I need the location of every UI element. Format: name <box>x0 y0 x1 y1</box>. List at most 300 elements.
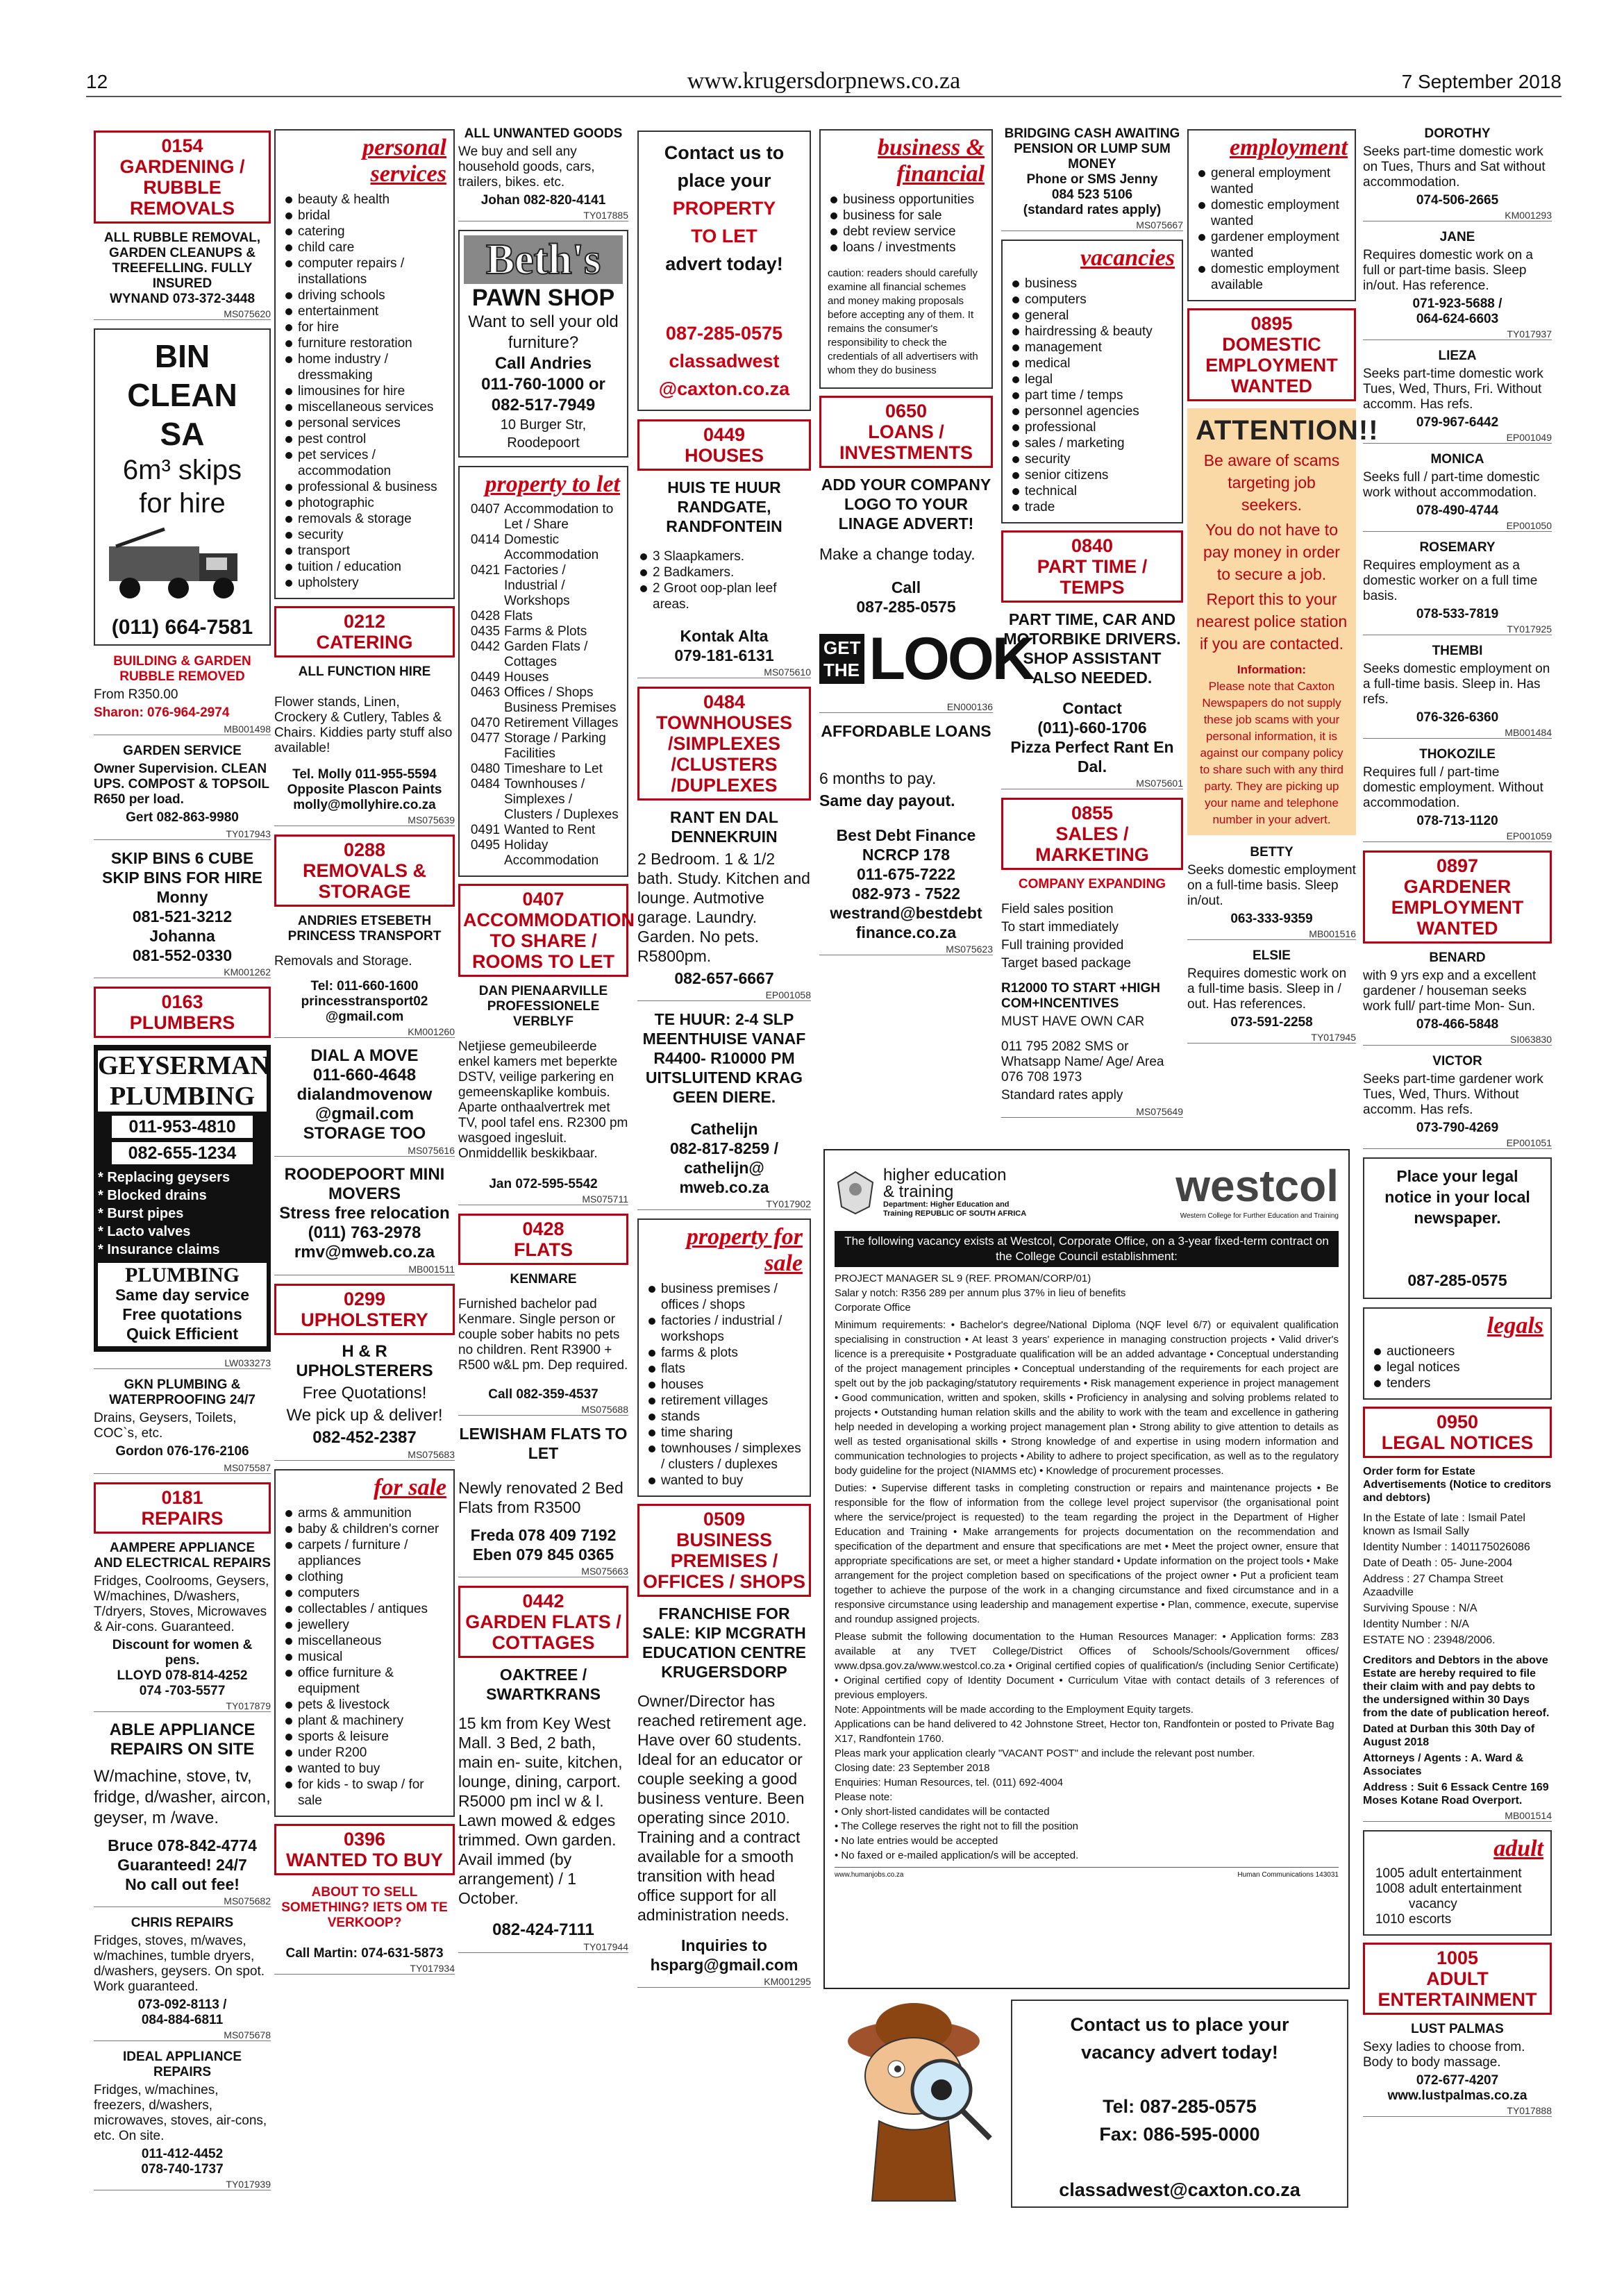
heading-loans: 0650 LOANS / INVESTMENTS <box>819 396 993 468</box>
index-item[interactable]: home industry / dressmaking <box>283 351 446 383</box>
index-item[interactable]: 0463 Offices / Shops Business Premises <box>470 685 617 715</box>
column-6 <box>1001 126 1183 1126</box>
index-item[interactable]: personal services <box>283 415 446 431</box>
index-item[interactable]: 2 Groot oop-plan leef areas. <box>637 580 811 612</box>
westcol-closing: Closing date: 23 September 2018 <box>835 1762 990 1774</box>
lust-p: 072-677-4207 <box>1416 2073 1499 2088</box>
index-item[interactable]: 0491 Wanted to Rent <box>470 823 596 837</box>
index-item[interactable]: 0470 Retirement Villages <box>470 716 619 730</box>
index-item[interactable]: 0407 Accommodation to Let / Share <box>470 502 614 532</box>
ad-ref: MS075688 <box>458 1404 628 1416</box>
dhet-logo: higher education & training Department: Higher Education and Training REPUBLIC OF SOUTH AFRICA <box>835 1167 1036 1218</box>
heading-repairs: 0181 REPAIRS <box>94 1482 271 1534</box>
index-item[interactable]: part time / temps <box>1010 387 1175 403</box>
westcol-requirements: Minimum requirements: • Bachelor's degree/National Diploma (NQF level 6/7) or equivalent qualification specialising in construction • At least 3 years' experience in managing construction projects • Valid driver's licence is a prerequisite • Postgraduate qualification will be an added advantage • Conceptual understanding of the project management principles • Conceptual understanding of the requirements for each project are spelt out by the job packaging/statutory requirements • Risk management experience in project management • Good communication, written and spoken, skills • Proficiency in analysing and solving problems related to projects • Outstanding human relation skills and the ability to work with the team and excellence in gathering help needed in developing a working project management plan • Strong ability to give attention to details as well as tested organisational skills • Strong knowledge of and expertise in using modern information and communication technologies to projects • Ability to adhere to project specification, as well as to the regulatory body guideline for the project (NIAMMS etc) • Knowledge of procurement processes. <box>835 1319 1339 1477</box>
bin-clean-ad <box>94 328 271 646</box>
wtb-call: Call Martin: 074-631-5873 <box>285 1946 444 1961</box>
cu-l4: TO LET <box>691 226 757 246</box>
aff-3: Best Debt Finance <box>836 826 976 844</box>
index-item[interactable]: professional <box>1010 419 1175 435</box>
gs-title: GARDEN SERVICE <box>123 744 242 758</box>
ce-5: R12000 TO START +HIGH COM+INCENTIVES <box>1001 981 1160 1011</box>
index-item[interactable]: 0414 Domestic Accommodation <box>470 533 599 562</box>
index-item[interactable]: 0442 Garden Flats / Cottages <box>470 639 588 669</box>
index-item[interactable]: for kids - to swap / for sale <box>283 1777 446 1809</box>
dan-title: DAN PIENAARVILLE PROFESSIONELE VERBLYF <box>478 984 608 1029</box>
skip-phone2: 081-552-0330 <box>132 946 233 964</box>
andr-e1: princesstransport02 <box>301 994 428 1009</box>
ad-ref: MS075639 <box>274 814 455 826</box>
the-title: THEMBI <box>1432 644 1483 658</box>
index-item[interactable]: entertainment <box>283 303 446 319</box>
vac-fax: Fax: 086-595-0000 <box>1099 2124 1260 2145</box>
gkn-body: Drains, Geysers, Toilets, COC`s, etc. <box>94 1411 237 1441</box>
attention-p2: You do not have to pay money in order to secure a job. <box>1203 521 1340 583</box>
index-item[interactable]: jewellery <box>283 1617 446 1633</box>
index-item[interactable]: office furniture & equipment <box>283 1665 446 1697</box>
index-item[interactable]: legal notices <box>1371 1359 1543 1375</box>
index-item[interactable]: child care <box>283 240 446 255</box>
index-item[interactable]: 0428 Flats <box>470 609 533 623</box>
chris-p2: 084-884-6811 <box>141 2013 224 2027</box>
westcol-hand: Applications can be hand delivered to 42 Johnstone Street, Hector ton, Randfontein or posted to Private Bag X17, Randfontein 1760. <box>835 1718 1334 1745</box>
heading-townhouses: 0484 TOWNHOUSES /SIMPLEXES /CLUSTERS /DUPLEXES <box>637 687 811 801</box>
section-heading: for sale <box>374 1475 446 1500</box>
ln-9: Dated at Durban this 30th Day of August 2018 <box>1363 1723 1535 1748</box>
beths-l1: Want to sell your old furniture? <box>468 312 619 352</box>
attention-info-body: Please note that Caxton Newspapers do not supply these job scams with your personal information, it is against our company policy to share such with any third party. They are picking up your name and telephone number in your advert. <box>1200 680 1343 826</box>
index-item[interactable]: townhouses / simplexes / clusters / duplexes <box>646 1441 803 1473</box>
cu-e1: classadwest <box>669 351 780 371</box>
heading-sales: 0855 SALES / MARKETING <box>1001 798 1183 870</box>
huis-k: Kontak Alta <box>680 627 769 645</box>
ad-ref: EP001051 <box>1363 1137 1552 1149</box>
lust-title: LUST PALMAS <box>1411 2022 1504 2036</box>
index-item[interactable]: computer repairs / installations <box>283 255 446 287</box>
index-item[interactable]: bridal <box>283 208 446 224</box>
index-item[interactable]: security <box>1010 451 1175 467</box>
column-4 <box>637 126 811 1996</box>
geyserman-logo: GEYSERMAN <box>98 1051 270 1080</box>
attention-scam-notice <box>1187 408 1379 835</box>
ad-ref: EP001058 <box>637 989 811 1001</box>
heading-upholstery: 0299 UPHOLSTERY <box>274 1284 455 1335</box>
andr-e2: @gmail.com <box>325 1009 404 1024</box>
cu-e2[interactable]: @caxton.co.za <box>658 378 790 399</box>
westcol-note-item: • No late entries would be accepted <box>835 1835 998 1847</box>
vac-tel: Tel: 087-285-0575 <box>1103 2096 1257 2117</box>
index-item[interactable]: 0449 Houses <box>470 670 549 685</box>
geyserman-logo2: PLUMBING <box>98 1081 267 1112</box>
beths-l4: 082-517-7949 <box>491 396 596 414</box>
index-item[interactable]: general <box>1010 308 1175 324</box>
dor-p: 074-506-2665 <box>1416 193 1499 208</box>
betty-p: 063-333-9359 <box>1230 912 1313 926</box>
heading-flats: 0428 FLATS <box>458 1214 628 1265</box>
page-number: 12 <box>86 71 108 92</box>
index-item[interactable]: miscellaneous <box>283 1633 446 1649</box>
index-item[interactable]: 2 Badkamers. <box>637 564 811 580</box>
section-heading: property to let <box>485 471 620 497</box>
index-item[interactable]: medical <box>1010 355 1175 371</box>
ad-ref: MB001498 <box>94 723 271 735</box>
elsie-body: Requires domestic work on a full-time basis. Sleep in / out. Has references. <box>1187 966 1347 1012</box>
tehuur-2: 082-817-8259 / <box>669 1139 778 1157</box>
index-item[interactable]: flats <box>646 1361 803 1377</box>
ideal-title: IDEAL APPLIANCE REPAIRS <box>122 2050 242 2079</box>
betty-title: BETTY <box>1250 845 1294 860</box>
heading-garden-flats: 0442 GARDEN FLATS / COTTAGES <box>458 1586 628 1658</box>
ce-4: Target based package <box>1001 956 1131 971</box>
beths-l5: 10 Burger Str, Roodepoort <box>500 417 587 451</box>
index-item[interactable]: senior citizens <box>1010 467 1175 483</box>
index-item[interactable]: technical <box>1010 483 1175 499</box>
skip-johanna: Johanna <box>149 927 215 945</box>
ad-ref: KM001262 <box>94 966 271 978</box>
dial-title: DIAL A MOVE <box>310 1046 419 1065</box>
beths-l2: Call Andries <box>494 354 592 373</box>
index-item[interactable]: legal <box>1010 371 1175 387</box>
skip-title: SKIP BINS 6 CUBE SKIP BINS FOR HIRE <box>102 849 262 887</box>
heading-adult: 1005 ADULT ENTERTAINMENT <box>1363 1943 1552 2015</box>
oak-p: 082-424-7111 <box>492 1920 594 1939</box>
rent-title: RANT EN DAL DENNEKRUIN <box>670 808 778 846</box>
index-item[interactable]: wanted to buy <box>646 1473 803 1489</box>
index-item[interactable]: tuition / education <box>283 559 446 575</box>
index-item[interactable]: computers <box>1010 292 1175 308</box>
vac-l1: Contact us to place your <box>1070 2014 1289 2035</box>
section-heading: business & financial <box>878 135 985 187</box>
logo-2: Call <box>891 578 921 596</box>
geyserman-item: * Replacing geysers <box>98 1170 231 1185</box>
ln-title: Order form for Estate Advertisements (Notice to creditors and debtors) <box>1363 1466 1552 1504</box>
westcol-banner: The following vacancy exists at Westcol, Corporate Office, on a 3-year fixed-term contract on the College Council establishment: <box>835 1231 1339 1267</box>
aff-4: NCRCP 178 <box>862 846 951 864</box>
index-item[interactable]: 1008 adult entertainment vacancy <box>1375 1882 1522 1911</box>
westcol-note-item: • No faxed or e-mailed application/s will be accepted. <box>835 1850 1079 1861</box>
ideal-body: Fridges, w/machines, freezers, d/washers, microwaves, stoves, air-cons, etc. On site. <box>94 2083 267 2143</box>
lust-web[interactable]: www.lustpalmas.co.za <box>1387 2088 1527 2103</box>
index-item[interactable]: for hire <box>283 319 446 335</box>
index-item[interactable]: gardener employment wanted <box>1196 229 1348 261</box>
index-item[interactable]: business opportunities <box>828 192 985 208</box>
ad-ref: MS075682 <box>94 1895 271 1907</box>
index-item[interactable]: retirement villages <box>646 1393 803 1409</box>
personal-services-list <box>283 192 446 591</box>
dor-body: Seeks part-time domestic work on Tues, Thurs and Sat without accommodation. <box>1363 144 1546 190</box>
index-item[interactable]: domestic employment wanted <box>1196 197 1348 229</box>
ad-ref: MS075610 <box>637 667 811 678</box>
andr-tel: Tel: 011-660-1600 <box>310 979 419 994</box>
ideal-p2: 078-740-1737 <box>141 2162 224 2177</box>
index-item[interactable]: beauty & health <box>283 192 446 208</box>
caution-text: caution: readers should carefully examine all financial schemes and money making proposals before accepting any of them. It remains the consumer's responsibility to check the credentials of all advertisers with whom they do business <box>828 267 978 376</box>
ros-title: ROSEMARY <box>1419 540 1496 555</box>
ad-ref: MS075663 <box>458 1566 628 1577</box>
heading-accommodation: 0407 ACCOMMODATION TO SHARE / ROOMS TO LET <box>458 884 628 977</box>
index-item[interactable]: wanted to buy <box>283 1761 446 1777</box>
elsie-p: 073-591-2258 <box>1230 1015 1313 1030</box>
index-item[interactable]: domestic employment available <box>1196 261 1348 293</box>
ben-p: 078-466-5848 <box>1416 1017 1499 1032</box>
index-item[interactable]: removals & storage <box>283 511 446 527</box>
ad-ref: MB001484 <box>1363 727 1552 739</box>
rood-title: ROODEPOORT MINI MOVERS <box>284 1165 445 1203</box>
index-item[interactable]: 0435 Farms & Plots <box>470 624 587 639</box>
index-item[interactable]: miscellaneous services <box>283 399 446 415</box>
index-item[interactable]: pest control <box>283 431 446 447</box>
heading-catering: 0212 CATERING <box>274 606 455 657</box>
contact-property-ad <box>637 131 811 411</box>
ad-ref: MS075601 <box>1001 778 1183 789</box>
jane-body: Requires domestic work on a full or part-time basis. Sleep in/out. Has reference. <box>1363 248 1533 293</box>
skip-truck-icon <box>102 526 255 609</box>
column-5 <box>819 126 1033 964</box>
index-item[interactable]: trade <box>1010 499 1175 515</box>
ben-title: BENARD <box>1429 950 1486 965</box>
ln-11: Address : Suit 6 Essack Centre 169 Moses Kotane Road Overport. <box>1363 1782 1549 1807</box>
fr-body: Owner/Director has reached retirement age. Have over 60 students. Ideal for an educator or couple seeking a good business venture. Been operating since 2010. Training and a contract available for a smooth transition with head office support for all administration needs. <box>637 1692 807 1924</box>
index-item[interactable]: business <box>1010 276 1175 292</box>
index-item[interactable]: business premises / offices / shops <box>646 1281 803 1313</box>
afh-loc: Opposite Plascon Paints <box>287 782 442 797</box>
index-item[interactable]: arms & ammunition <box>283 1505 446 1521</box>
afh-body: Flower stands, Linen, Crockery & Cutlery, Tables & Chairs. Kiddies party stuff also available! <box>274 695 453 755</box>
legals-list <box>1371 1343 1543 1391</box>
index-item[interactable]: management <box>1010 340 1175 355</box>
unw-title: ALL UNWANTED GOODS <box>464 126 623 141</box>
index-item[interactable]: factories / industrial / workshops <box>646 1313 803 1345</box>
legals-index <box>1363 1307 1552 1400</box>
ben-body: with 9 yrs exp and a excellent gardener / houseman seeks work full/ part-time Mon- Sun. <box>1363 969 1537 1014</box>
adult-list <box>1371 1866 1543 1927</box>
index-item[interactable]: auctioneers <box>1371 1343 1543 1359</box>
aam-title: AAMPERE APPLIANCE AND ELECTRICAL REPAIRS <box>94 1541 271 1570</box>
index-item[interactable]: furniture restoration <box>283 335 446 351</box>
section-heading: employment <box>1230 135 1348 160</box>
index-item[interactable]: 0421 Factories / Industrial / Workshops <box>470 563 570 608</box>
index-item[interactable]: houses <box>646 1377 803 1393</box>
index-item[interactable]: clothing <box>283 1569 446 1585</box>
tho-p: 078-713-1120 <box>1416 814 1498 828</box>
index-item[interactable]: sports & leisure <box>283 1729 446 1745</box>
issue-date: 7 September 2018 <box>1401 71 1562 92</box>
index-item[interactable]: computers <box>283 1585 446 1601</box>
cu-l5: advert today! <box>665 253 783 274</box>
ad-ref: TY017934 <box>274 1963 455 1975</box>
logo-title: ADD YOUR COMPANY LOGO TO YOUR LINAGE ADVERT! <box>821 476 991 533</box>
index-item[interactable]: 0480 Timeshare to Let <box>470 762 603 776</box>
heading-gardener: 0897 GARDENER EMPLOYMENT WANTED <box>1363 850 1552 944</box>
property-for-sale-index <box>637 1218 811 1497</box>
index-item[interactable]: stands <box>646 1409 803 1425</box>
ideal-p1: 011-412-4452 <box>141 2147 224 2161</box>
geyserman-item: * Burst pipes <box>98 1206 184 1221</box>
ad-ref: KM001293 <box>1363 210 1552 221</box>
index-item[interactable]: security <box>283 527 446 543</box>
employment-index <box>1187 129 1356 301</box>
index-item[interactable]: driving schools <box>283 287 446 303</box>
beths-logo: Beth's <box>464 235 623 284</box>
index-item[interactable]: pets & livestock <box>283 1697 446 1713</box>
attention-p3: Report this to your nearest police station if you are contacted. <box>1196 590 1348 653</box>
aff-2: Same day payout. <box>819 791 955 810</box>
elsie-title: ELSIE <box>1253 948 1291 963</box>
ken-c: Call 082-359-4537 <box>488 1387 598 1402</box>
fr-title: FRANCHISE FOR SALE: KIP MCGRATH EDUCATION CENTRE KRUGERSDORP <box>642 1604 806 1681</box>
ad-ref: TY017939 <box>94 2179 271 2190</box>
ad-ref: TY017937 <box>1363 328 1552 340</box>
afh-email[interactable]: molly@mollyhire.co.za <box>293 798 436 812</box>
andr-body: Removals and Storage. <box>274 954 412 969</box>
hr-1: Free Quotations! <box>302 1384 427 1402</box>
heading-domestic: 0895 DOMESTIC EMPLOYMENT WANTED <box>1187 308 1356 401</box>
index-item[interactable]: carpets / furniture / appliances <box>283 1537 446 1569</box>
vacancies-index <box>1001 240 1183 523</box>
index-item[interactable]: time sharing <box>646 1425 803 1441</box>
index-item[interactable]: collectables / antiques <box>283 1601 446 1617</box>
property-sale-list <box>646 1281 803 1489</box>
index-item[interactable]: business for sale <box>828 208 985 224</box>
aam-p1: LLOYD 078-814-4252 <box>117 1668 248 1683</box>
able-body: W/machine, stove, tv, fridge, d/washer, aircon, geyser, m /wave. <box>94 1767 271 1827</box>
ad-ref: TY017879 <box>94 1700 271 1712</box>
vac-l2: vacancy advert today! <box>1081 2042 1278 2063</box>
rent-body: 2 Bedroom. 1 & 1/2 bath. Study. Kitchen and lounge. Autmotive garage. Laundry. Garden. No pets. R5800pm. <box>637 850 810 965</box>
ce-1: Field sales position <box>1001 902 1114 916</box>
index-item[interactable]: 0477 Storage / Parking Facilities <box>470 731 606 761</box>
lie-body: Seeks part-time domestic work Tues, Wed, Thurs, Fri. Without accomm. Has refs. <box>1363 367 1543 412</box>
westcol-position: PROJECT MANAGER SL 9 (REF. PROMAN/CORP/01) <box>835 1273 1091 1284</box>
heading-removals: 0288 REMOVALS & STORAGE <box>274 835 455 907</box>
index-item[interactable]: under R200 <box>283 1745 446 1761</box>
tehuur-1: Cathelijn <box>690 1120 758 1138</box>
ln-2: Identity Number : 1401175026086 <box>1363 1541 1530 1553</box>
ln-4: Address : 27 Champa Street Azaadville <box>1363 1573 1503 1598</box>
index-item[interactable]: farms & plots <box>646 1345 803 1361</box>
index-item[interactable]: sales / marketing <box>1010 435 1175 451</box>
able-title: ABLE APPLIANCE REPAIRS ON SITE <box>109 1720 256 1759</box>
bridging-2: 084 523 5106 <box>1051 187 1133 202</box>
index-item[interactable]: 0484 Townhouses / Simplexes / Clusters / Duplexes <box>470 777 619 822</box>
index-item[interactable]: photographic <box>283 495 446 511</box>
fr-i: Inquiries to <box>681 1936 767 1954</box>
column-7 <box>1187 126 1379 1052</box>
rood-1: Stress free relocation <box>279 1204 450 1223</box>
ros-body: Requires employment as a domestic worker on a full time basis. <box>1363 558 1538 603</box>
aff-8: finance.co.za <box>855 923 957 941</box>
aff-7: westrand@bestdebt <box>830 904 982 922</box>
geyserman-item: * Lacto valves <box>98 1224 191 1239</box>
vac-email[interactable]: classadwest@caxton.co.za <box>1059 2179 1300 2200</box>
fr-e[interactable]: hsparg@gmail.com <box>650 1956 798 1974</box>
chris-title: CHRIS REPAIRS <box>131 1916 234 1930</box>
huis-title: HUIS TE HUUR RANDGATE, RANDFONTEIN <box>666 478 782 535</box>
index-item[interactable]: musical <box>283 1649 446 1665</box>
westcol-location: Corporate Office <box>835 1302 911 1314</box>
mon-body: Seeks full / part-time domestic work without accommodation. <box>1363 470 1540 500</box>
aff-5: 011-675-7222 <box>857 865 955 883</box>
index-item[interactable]: tenders <box>1371 1375 1543 1391</box>
ad-ref: MS075667 <box>1001 219 1183 231</box>
westcol-note-item: • Only short-listed candidates will be contacted <box>835 1806 1050 1818</box>
aff-title: AFFORDABLE LOANS <box>821 722 991 740</box>
index-item[interactable]: 0495 Holiday Accommodation <box>470 838 599 868</box>
westcol-enquiries: Enquiries: Human Resources, tel. (011) 692-4004 <box>835 1777 1064 1788</box>
bin-l3: 6m³ skips <box>122 455 242 485</box>
beths-l3: 011-760-1000 or <box>481 375 605 394</box>
heading-business-premises: 0509 BUSINESS PREMISES / OFFICES / SHOPS <box>637 1504 811 1597</box>
the-body: Seeks domestic employment on a full-time basis. Sleep in. Has refs. <box>1363 662 1550 707</box>
property-to-let-index <box>458 466 628 877</box>
column-3 <box>458 126 635 1961</box>
section-heading: property for sale <box>686 1224 803 1276</box>
index-item[interactable]: loans / investments <box>828 240 985 255</box>
ad-ref: MS075711 <box>458 1193 628 1205</box>
index-item[interactable]: plant & machinery <box>283 1713 446 1729</box>
index-item[interactable]: professional & business <box>283 479 446 495</box>
dor-title: DOROTHY <box>1424 126 1491 141</box>
tehuur-3: cathelijn@ <box>684 1159 764 1177</box>
oak-body: 15 km from Key West Mall. 3 Bed, 2 bath, main en- suite, kitchen, lounge, dining, carport. R5000 pm incl w & l. Lawn mowed & edges trimmed. Own garden. Avail immed (by arrangement) / 1 October. <box>458 1714 623 1907</box>
tehuur-4: mweb.co.za <box>679 1178 769 1196</box>
ad-ref: MS075649 <box>1001 1106 1183 1118</box>
ken-body: Furnished bachelor pad Kenmare. Single person or couple sober habits no pets no children. Rent R3900 + R500 w&L pm. Dep required. <box>458 1297 628 1373</box>
section-heading: vacancies <box>1080 245 1175 271</box>
aam-body: Fridges, Coolrooms, Geysers, W/machines, D/washers, T/dryers, Stoves, Microwaves & Air-cons. Guaranteed. <box>94 1574 269 1634</box>
index-item[interactable]: general employment wanted <box>1196 165 1348 197</box>
ce-3: Full training provided <box>1001 938 1124 953</box>
rent-p: 082-657-6667 <box>674 969 774 987</box>
ad-ref: MS075616 <box>274 1145 455 1157</box>
aff-1: 6 months to pay. <box>819 769 937 787</box>
ad-ref: MS075620 <box>94 308 271 320</box>
index-item[interactable]: 1010 escorts <box>1375 1912 1452 1927</box>
index-item[interactable]: 1005 adult entertainment <box>1375 1866 1522 1881</box>
index-item[interactable]: transport <box>283 543 446 559</box>
index-item[interactable]: limousines for hire <box>283 383 446 399</box>
unw-body: We buy and sell any household goods, cars, trailers, bikes. etc. <box>458 144 595 190</box>
site-url[interactable]: www.krugersdorpnews.co.za <box>687 68 961 94</box>
coat-of-arms-icon <box>835 1168 876 1217</box>
index-item[interactable]: catering <box>283 224 446 240</box>
ln-5: Surviving Spouse : N/A <box>1363 1602 1477 1614</box>
index-item[interactable]: 3 Slaapkamers. <box>637 548 811 564</box>
ln-10: Attorneys / Agents : A. Ward & Associates <box>1363 1752 1524 1777</box>
index-item[interactable]: pet services / accommodation <box>283 447 446 479</box>
lew-title: LEWISHAM FLATS TO LET <box>459 1425 628 1462</box>
bgr-title: BUILDING & GARDEN RUBBLE REMOVED <box>113 654 251 684</box>
section-heading: legals <box>1487 1313 1543 1339</box>
geyserman-phone2: 082-655-1234 <box>112 1142 253 1164</box>
unw-c: Johan 082-820-4141 <box>480 193 606 208</box>
westcol-note: Note: Appointments will be made according to the Employment Equity targets. <box>835 1704 1194 1716</box>
business-financial-index <box>819 129 993 389</box>
ad-ref: MS075587 <box>94 1462 271 1474</box>
index-item[interactable]: personnel agencies <box>1010 403 1175 419</box>
attention-info: Information: <box>1237 663 1307 676</box>
column-1 <box>94 126 271 2199</box>
index-item[interactable]: upholstery <box>283 575 446 591</box>
able-g: Guaranteed! 24/7 <box>117 1856 247 1874</box>
index-item[interactable]: hairdressing & beauty <box>1010 324 1175 340</box>
ce-8: Standard rates apply <box>1001 1088 1123 1103</box>
lie-title: LIEZA <box>1438 349 1477 363</box>
index-item[interactable]: baby & children's corner <box>283 1521 446 1537</box>
dial-p: 011-660-4648 <box>312 1066 417 1084</box>
index-item[interactable]: debt review service <box>828 224 985 240</box>
lie-p: 079-967-6442 <box>1416 415 1499 430</box>
